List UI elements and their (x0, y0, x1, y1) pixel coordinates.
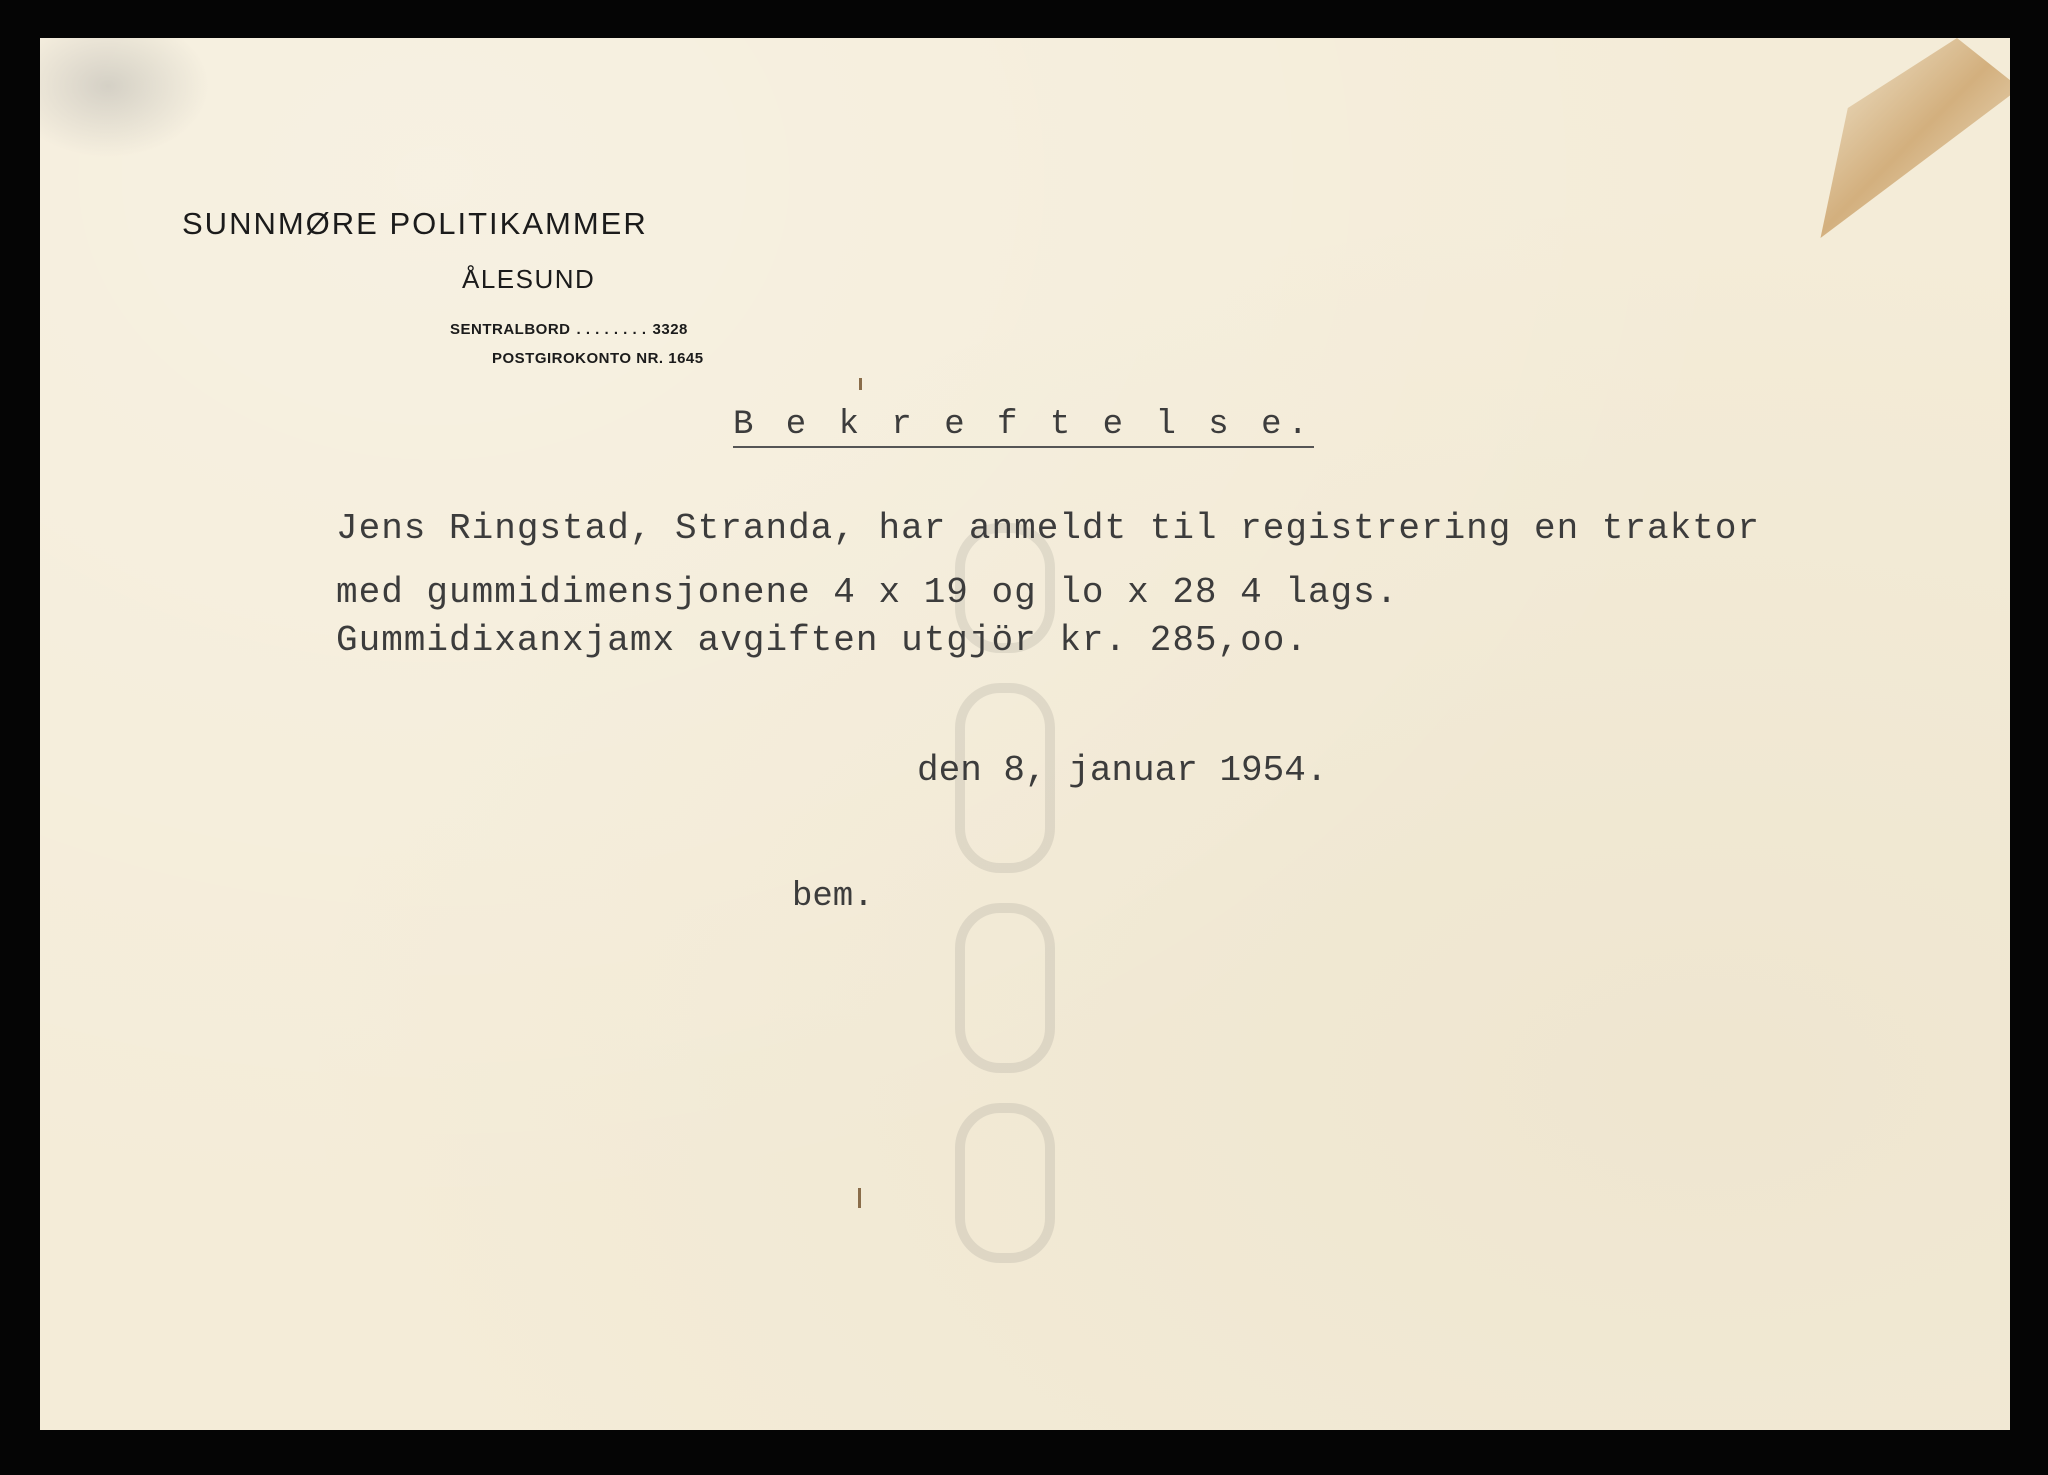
document-date: den 8, januar 1954. (917, 750, 1328, 791)
paper-sheet (40, 38, 2010, 1430)
switchboard-number: 3328 (652, 321, 688, 338)
letterhead-city: ÅLESUND (462, 264, 596, 294)
body-line-3: Gummidixanxjamx avgiften utgjör kr. 285,oo. (336, 620, 1308, 661)
letterhead-switchboard (450, 321, 688, 338)
corner-smudge (40, 38, 210, 158)
giro-label: POSTGIROKONTO NR. (492, 350, 664, 367)
giro-number: 1645 (668, 350, 704, 367)
switchboard-label: SENTRALBORD (450, 321, 571, 338)
letterhead-office: SUNNMØRE POLITIKAMMER (182, 206, 648, 241)
pin-mark-top (859, 378, 862, 390)
pin-mark-bottom (858, 1188, 861, 1208)
document-title: B e k r e f t e l s e. (733, 406, 1314, 448)
body-line-2: med gummidimensjonene 4 x 19 og lo x 28 4 lags. (336, 572, 1399, 613)
corner-stain (1810, 38, 2010, 238)
document-signature: bem. (792, 878, 874, 916)
letterhead-giro (492, 350, 704, 367)
body-line-1: Jens Ringstad, Stranda, har anmeldt til registrering en traktor (336, 508, 1761, 549)
switchboard-dots: . . . . . . . . (576, 321, 647, 338)
